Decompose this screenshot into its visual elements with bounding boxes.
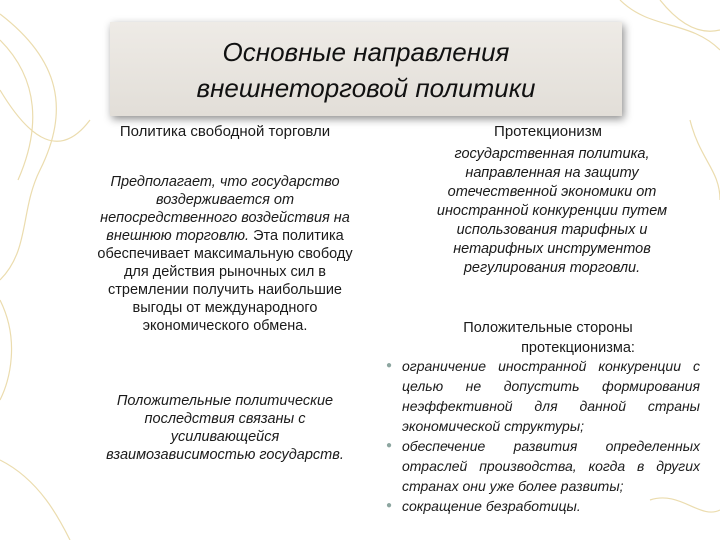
list-item (388, 436, 700, 496)
right-column-heading: Протекционизм (494, 123, 602, 140)
pros-item-text: ограничение иностранной конкуренции с целью не допустить формирования неэффективной для данной страны экономической структуры; (402, 358, 700, 434)
slide-title-box (110, 22, 622, 116)
pros-heading-line-1: Положительные стороны (463, 320, 633, 336)
pros-heading (412, 318, 684, 358)
pros-heading-line-2: протекционизма: (521, 340, 635, 356)
pros-list (388, 356, 700, 516)
free-trade-text-b: Эта политика обеспечивает максимальную свободу для действия рыночных сил в стремлении получить наибольшие выгоды от международного экономического обмена. (97, 228, 353, 334)
list-item (388, 496, 700, 516)
left-column-heading: Политика свободной торговли (119, 123, 331, 140)
free-trade-description (90, 173, 360, 335)
protectionism-definition: государственная политика, направленная на защиту отечественной экономики от иностранной конкуренции путем использования тарифных и нетарифных инструментов регулирования торговли. (436, 146, 668, 276)
free-trade-text-a: Предполагает, что государство воздерживается от непосредственного воздействия на внешнюю торговлю. (100, 174, 350, 244)
bullet-icon: ● (386, 440, 393, 451)
bullet-icon: ● (386, 500, 393, 511)
slide-title-line-1: Основные направления (222, 37, 510, 67)
pros-item-text: обеспечение развития определенных отраслей производства, когда в других странах они уже более развиты; (402, 438, 700, 494)
bullet-icon: ● (386, 360, 393, 371)
slide-title-line-2: внешнеторговой политики (196, 73, 536, 103)
free-trade-consequences: Положительные политические последствия связаны с усиливающейся взаимозависимостью государств. (106, 393, 344, 463)
pros-item-text: сокращение безработицы. (402, 498, 581, 514)
list-item (388, 356, 700, 436)
